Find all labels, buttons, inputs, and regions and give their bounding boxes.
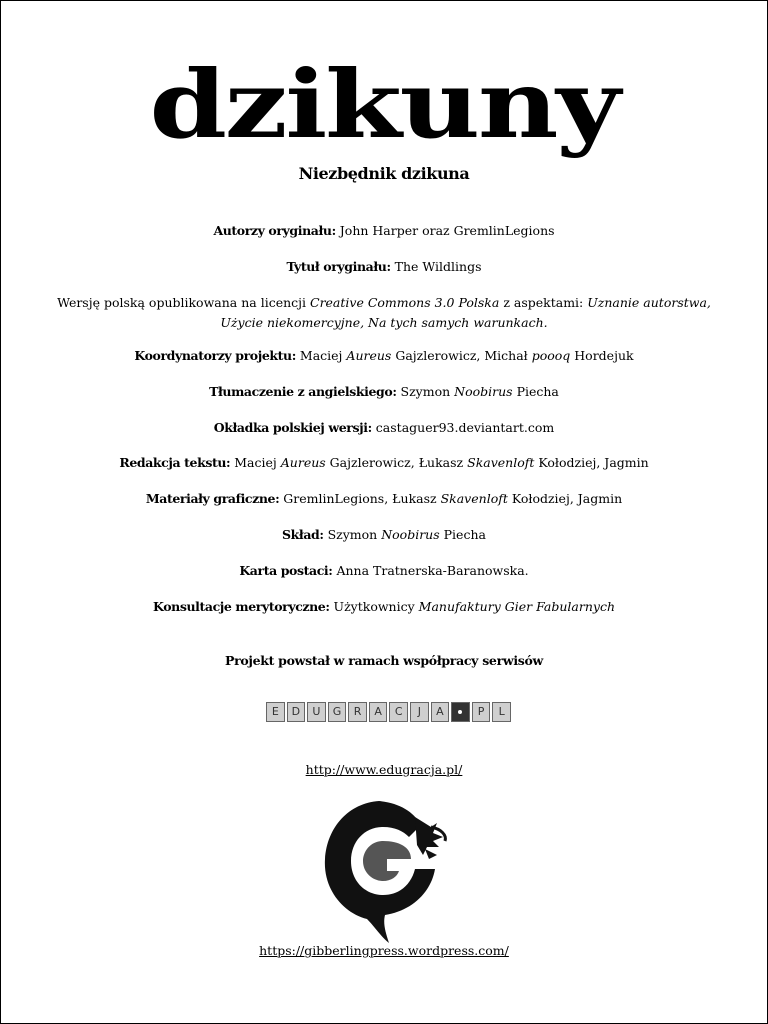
credit-cover bbox=[1, 419, 767, 437]
credit-nick: Manufaktury Gier Fabularnych bbox=[418, 599, 615, 614]
credit-translation bbox=[1, 383, 767, 401]
gibberling-link[interactable]: https://gibberlingpress.wordpress.com/ bbox=[259, 943, 509, 958]
license-name: Creative Commons 3.0 Polska bbox=[310, 295, 500, 310]
credit-authors bbox=[1, 222, 767, 240]
credit-label: Koordynatorzy projektu: bbox=[134, 348, 296, 363]
dot-tile-icon bbox=[451, 702, 470, 722]
logo-tile: E bbox=[266, 702, 285, 722]
credit-typesetting bbox=[1, 526, 767, 544]
logo-tile: C bbox=[389, 702, 408, 722]
credit-value: Maciej bbox=[299, 348, 343, 363]
logo-tile: U bbox=[307, 702, 326, 722]
credit-value: Użytkownicy bbox=[333, 599, 415, 614]
logo-tile: G bbox=[328, 702, 347, 722]
credit-nick: Noobirus bbox=[454, 384, 513, 399]
credit-value: Hordejuk bbox=[574, 348, 634, 363]
credit-label: Tłumaczenie z angielskiego: bbox=[209, 384, 397, 399]
edugracja-link[interactable]: http://www.edugracja.pl/ bbox=[305, 762, 463, 777]
logo-tile: D bbox=[287, 702, 306, 722]
logo-tile: J bbox=[410, 702, 429, 722]
project-line: Projekt powstał w ramach współpracy serwisów bbox=[224, 653, 544, 668]
credit-value: Szymon bbox=[400, 384, 451, 399]
dragon-logo-icon bbox=[319, 797, 451, 945]
credit-value: castaguer93.deviantart.com bbox=[375, 420, 555, 435]
credit-label: Konsultacje merytoryczne: bbox=[153, 599, 330, 614]
credit-value: Maciej bbox=[234, 455, 277, 470]
title-logo: dzikuny bbox=[149, 50, 619, 160]
logo-tile: R bbox=[348, 702, 367, 722]
credit-label: Karta postaci: bbox=[239, 563, 333, 578]
credit-label: Redakcja tekstu: bbox=[119, 455, 231, 470]
credit-value: Gajzlerowicz, Michał bbox=[395, 348, 528, 363]
credit-label: Autorzy oryginału: bbox=[213, 223, 336, 238]
credit-label: Materiały graficzne: bbox=[145, 491, 280, 506]
edugracja-logo bbox=[266, 702, 511, 722]
credit-value: John Harper oraz GremlinLegions bbox=[339, 223, 555, 238]
credit-nick: poooq bbox=[531, 348, 571, 363]
license-aspects: Uznanie autorstwa, Użycie niekomercyjne, Na tych samych warunkach. bbox=[220, 295, 711, 330]
license-text: Wersję polską opublikowana na licencji bbox=[57, 295, 307, 310]
credit-value: Kołodziej, Jagmin bbox=[511, 491, 623, 506]
credit-original-title bbox=[1, 258, 767, 276]
credit-nick: Noobirus bbox=[381, 527, 440, 542]
credit-coordinators bbox=[1, 347, 767, 365]
credit-label: Tytuł oryginału: bbox=[286, 259, 391, 274]
credit-value: Anna Tratnerska-Baranowska. bbox=[336, 563, 529, 578]
credit-label: Okładka polskiej wersji: bbox=[213, 420, 372, 435]
credit-character-sheet bbox=[1, 562, 767, 580]
credit-label: Skład: bbox=[282, 527, 324, 542]
license-note bbox=[51, 293, 717, 333]
credit-graphics bbox=[1, 490, 767, 508]
logo-tile: L bbox=[492, 702, 511, 722]
credit-nick: Skavenloft bbox=[467, 455, 535, 470]
credit-value: Kołodziej, Jagmin bbox=[538, 455, 649, 470]
credit-value: Piecha bbox=[516, 384, 559, 399]
logo-tile: P bbox=[472, 702, 491, 722]
credit-editing bbox=[1, 454, 767, 472]
logo-tile: A bbox=[431, 702, 450, 722]
credit-value: The Wildlings bbox=[394, 259, 482, 274]
credit-value: Szymon bbox=[327, 527, 378, 542]
credit-nick: Aureus bbox=[346, 348, 392, 363]
logo-tile: A bbox=[369, 702, 388, 722]
credit-nick: Skavenloft bbox=[440, 491, 508, 506]
license-text: z aspektami: bbox=[503, 295, 584, 310]
credit-consultation bbox=[1, 598, 767, 616]
subtitle: Niezbędnik dzikuna bbox=[298, 164, 470, 183]
credit-value: GremlinLegions, Łukasz bbox=[283, 491, 437, 506]
credit-value: Piecha bbox=[443, 527, 486, 542]
credit-nick: Aureus bbox=[280, 455, 326, 470]
credit-value: Gajzlerowicz, Łukasz bbox=[329, 455, 464, 470]
